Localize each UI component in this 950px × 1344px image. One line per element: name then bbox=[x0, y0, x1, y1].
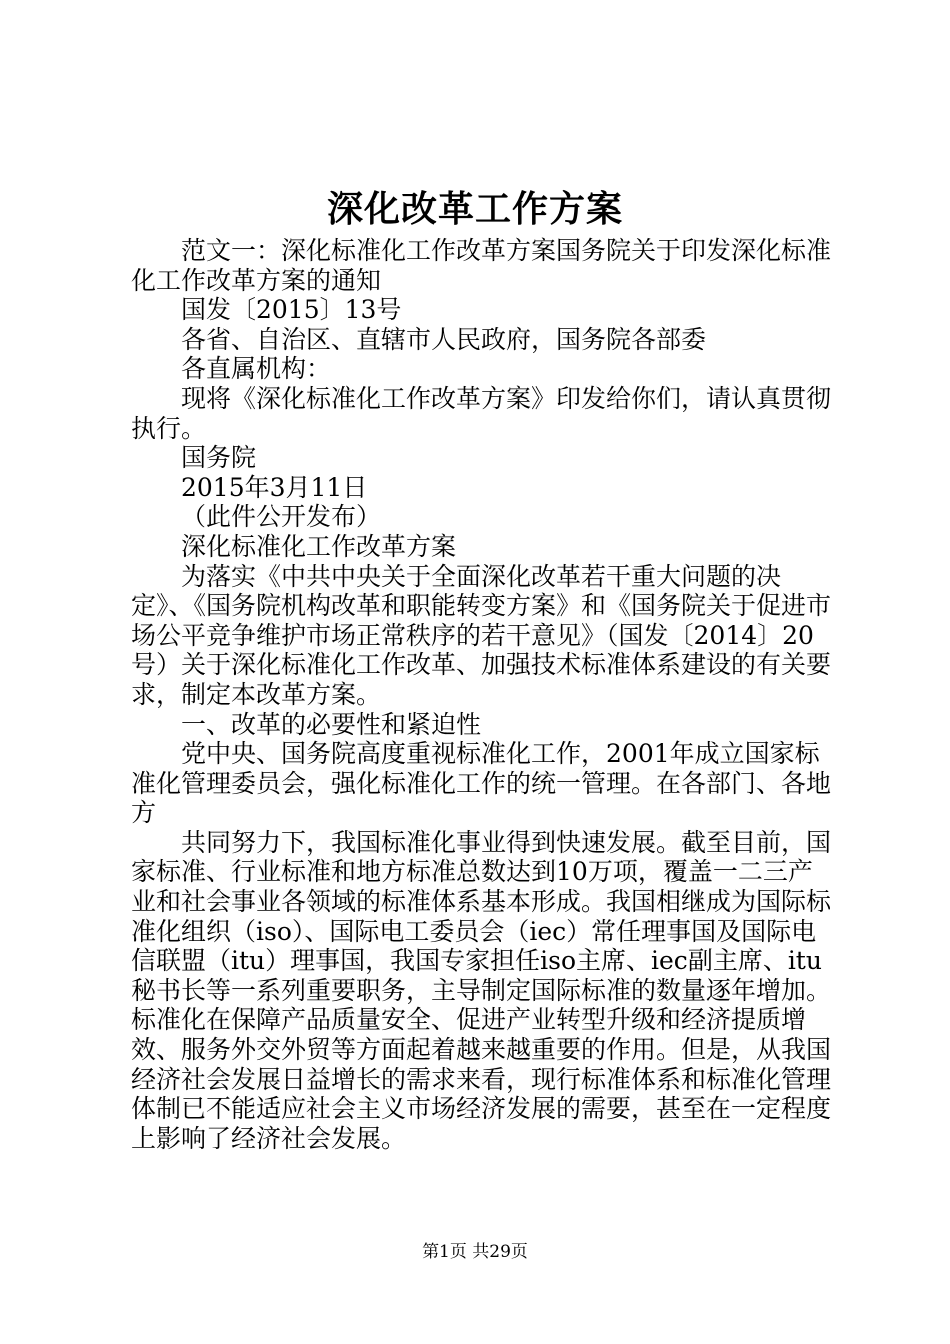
paragraph: 各省、自治区、直辖市人民政府，国务院各部委 bbox=[181, 324, 707, 354]
paragraph: 现将《深化标准化工作改革方案》印发给你们，请认真贯彻执行。 bbox=[131, 383, 832, 443]
paragraph: 党中央、国务院高度重视标准化工作，2001年成立国家标准化管理委员会，强化标准化工作的统一管理。在各部门、各地方 bbox=[131, 739, 832, 828]
paragraph: 一、改革的必要性和紧迫性 bbox=[181, 709, 482, 739]
document-body bbox=[131, 236, 837, 1153]
document-title: 深化改革工作方案 bbox=[326, 188, 623, 230]
paragraph: 共同努力下，我国标准化事业得到快速发展。截至目前，国家标准、行业标准和地方标准总数达到10万项，覆盖一二三产业和社会事业各领域的标准体系基本形成。我国相继成为国际标准化组织（iso）、国际电工委员会（iec）常任理事国及国际电信联盟（itu）理事国，我国专家担任iso主席、iec副主席、itu秘书长等一系列重要职务，主导制定国际标准的数量逐年增加。标准化在保障产品质量安全、促进产业转型升级和经济提质增效、服务外交外贸等方面起着越来越重要的作用。但是，从我国经济社会发展日益增长的需求来看，现行标准体系和标准化管理体制已不能适应社会主义市场经济发展的需要，甚至在一定程度上影响了经济社会发展。 bbox=[131, 827, 832, 1153]
paragraph: 范文一：深化标准化工作改革方案国务院关于印发深化标准化工作改革方案的通知 bbox=[131, 236, 832, 295]
page-footer: 第1页 共29页 bbox=[422, 1242, 528, 1262]
paragraph: 为落实《中共中央关于全面深化改革若干重大问题的决定》、《国务院机构改革和职能转变方案》和《国务院关于促进市场公平竞争维护市场正常秩序的若干意见》（国发〔2014〕20号）关于深化标准化工作改革、加强技术标准体系建设的有关要求，制定本改革方案。 bbox=[131, 561, 832, 709]
paragraph: 各直属机构： bbox=[181, 354, 332, 384]
paragraph: 深化标准化工作改革方案 bbox=[181, 531, 457, 561]
paragraph: 2015年3月11日 bbox=[181, 472, 368, 502]
paragraph: （此件公开发布） bbox=[181, 502, 382, 532]
paragraph: 国务院 bbox=[181, 443, 257, 473]
paragraph: 国发〔2015〕13号 bbox=[181, 295, 402, 325]
